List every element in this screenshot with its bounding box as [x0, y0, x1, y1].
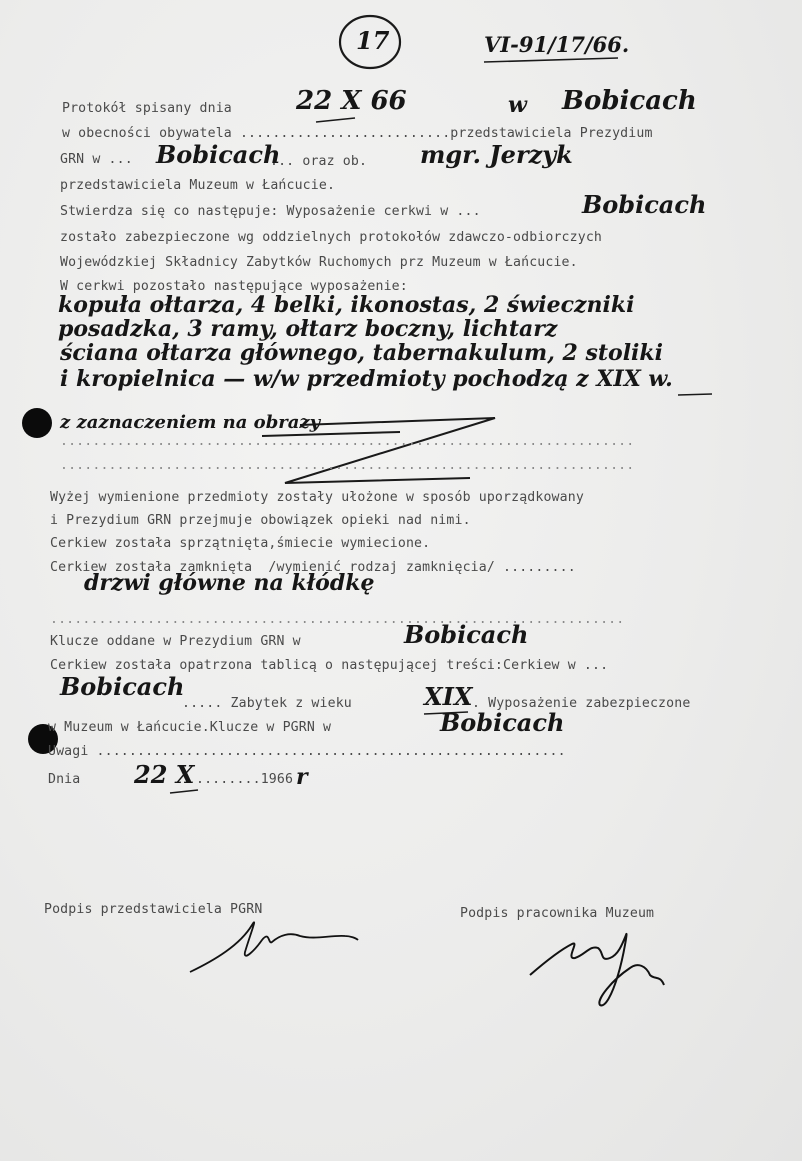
- inventory-line: kopuła ołtarza, 4 belki, ikonostas, 2 świeczniki: [58, 292, 635, 318]
- dotted-line: .......................................................................: [60, 458, 635, 473]
- keys-pgrn-place: Bobicach: [440, 708, 565, 737]
- inventory-line: i kropielnica — w/w przedmioty pochodzą z XIX w.: [60, 366, 673, 392]
- protocol-place: Bobicach: [562, 86, 697, 116]
- reference-number: VI-91/17/66.: [484, 32, 630, 57]
- protocol-w: w: [508, 92, 527, 118]
- keys-line: Klucze oddane w Prezydium GRN w: [50, 634, 301, 649]
- official-name: mgr. Jerzyk: [420, 140, 573, 169]
- warehouse-line: Wojewódzkiej Składnicy Zabytków Ruchomych prz Muzeum w Łańcucie.: [60, 255, 578, 270]
- keys-place: Bobicach: [404, 620, 529, 649]
- arranged-line: Wyżej wymienione przedmioty zostały ułożone w sposób uporządkowany: [50, 490, 584, 505]
- grn-signature-label: Podpis przedstawiciela PGRN: [44, 902, 263, 917]
- date-year-suffix: r: [296, 764, 308, 790]
- date-year: ........1966: [196, 772, 294, 787]
- grn-line-a: GRN w ...: [60, 152, 133, 167]
- equipment-secured-label: . Wyposażenie zabezpieczone: [472, 696, 691, 711]
- inventory-line: ściana ołtarza głównego, tabernakulum, 2 stoliki: [60, 340, 664, 366]
- statement-line: Stwierdza się co następuje: Wyposażenie cerkwi w ...: [60, 204, 481, 219]
- plaque-line: Cerkiew została opatrzona tablicą o następującej treści:Cerkiew w ...: [50, 658, 609, 673]
- signature-grn: [190, 922, 358, 972]
- remarks-line: Uwagi ..........................................................: [48, 744, 566, 759]
- grn-place: Bobicach: [156, 140, 281, 169]
- date-label: Dnia: [48, 772, 81, 787]
- statement-place: Bobicach: [582, 190, 707, 219]
- secured-line: zostało zabezpieczone wg oddzielnych protokołów zdawczo-odbiorczych: [60, 230, 602, 245]
- date-handwritten: 22 X: [134, 760, 195, 789]
- cleaned-line: Cerkiew została sprzątnięta,śmiecie wymiecione.: [50, 536, 431, 551]
- care-line: i Prezydium GRN przejmuje obowiązek opieki nad nimi.: [50, 513, 471, 528]
- museum-signature-label: Podpis pracownika Muzeum: [460, 906, 655, 921]
- punch-hole-top: [22, 408, 52, 438]
- protocol-date: 22 X 66: [296, 86, 407, 116]
- keys-pgrn-line: w Muzeum w Łańcucie.Klucze w PGRN w: [48, 720, 332, 735]
- presence-line: w obecności obywatela ..........................przedstawiciela Prezydium: [62, 126, 653, 141]
- closed-line: Cerkiew została zamknięta /wymienić rodzaj zamknięcia/ .........: [50, 560, 576, 575]
- underline-century: [678, 394, 712, 395]
- signature-museum: [530, 934, 664, 1006]
- museum-representative-line: przedstawiciela Muzeum w Łańcucie.: [60, 178, 336, 193]
- reference-underline: [484, 58, 618, 62]
- grn-line-b: ... oraz ob.: [270, 154, 368, 169]
- remaining-equipment-label: W cerkwi pozostało następujące wyposażenie:: [60, 279, 408, 294]
- protocol-heading: Protokół spisany dnia: [62, 101, 232, 116]
- underline-date-bottom: [170, 790, 198, 793]
- inventory-line: posadzka, 3 ramy, ołtarz boczny, lichtarz: [58, 316, 558, 342]
- closure-type: drzwi główne na kłódkę: [84, 570, 375, 596]
- dotted-line: .......................................................................: [50, 612, 625, 627]
- dotted-line: .......................................................................: [60, 434, 635, 449]
- underline-date-top: [316, 118, 355, 122]
- monument-century-label: ..... Zabytek z wieku: [182, 696, 352, 711]
- page-number: 17: [356, 26, 390, 55]
- monument-century: XIX: [424, 682, 473, 711]
- inventory-line: z zaznaczeniem na obrazy: [60, 412, 321, 433]
- plaque-place: Bobicach: [60, 672, 185, 701]
